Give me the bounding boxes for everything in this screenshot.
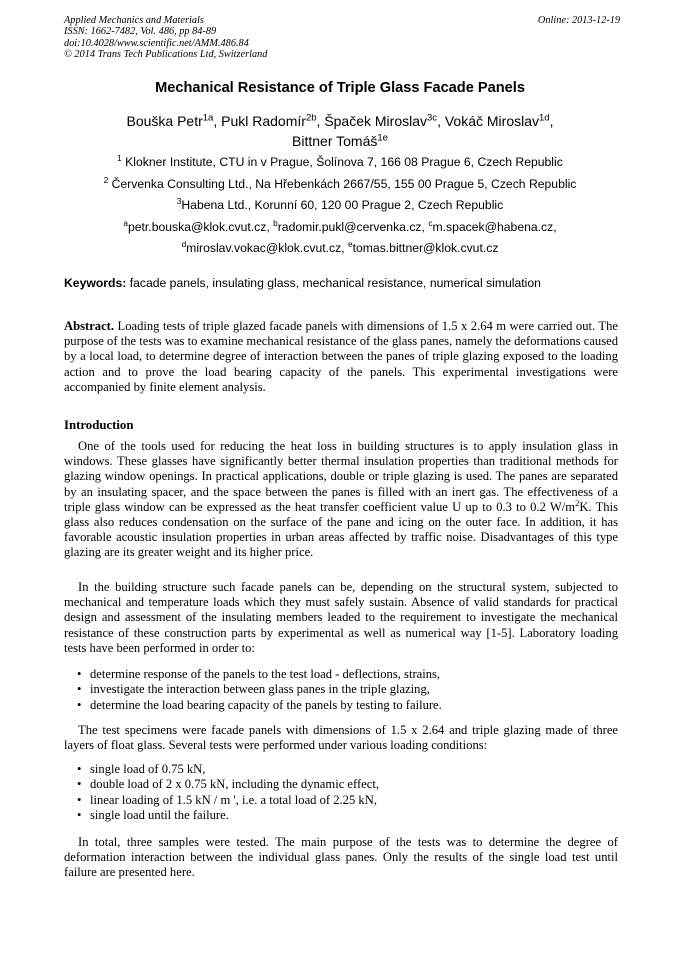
abstract — [64, 319, 618, 395]
list-item: • investigate the interaction between glass panes in the triple glazing, — [64, 682, 618, 697]
paper-title: Mechanical Resistance of Triple Glass Facade Panels — [155, 80, 525, 96]
author: Pukl Radomír$^{2b}$ — [221, 112, 317, 129]
author: Špaček Miroslav$^{3c}$ — [324, 112, 438, 129]
journal-issn: ISSN: 1662-7482, Vol. 486, pp 84-89 — [64, 26, 217, 38]
abstract-text: Loading tests of triple glazed facade panels with dimensions of 1.5 x 2.64 m were carried out. The purpose of the tests was to examine mechanical resistance of the glass panes, namely the deformations caused by a local load, to determine degree of interaction between the panes of triple glazing exposed to the loading action and to prove the load bearing capacity of the panels. This experimental investigations were accompanied by finite element analysis. — [64, 319, 618, 394]
list-item: • linear loading of 1.5 kN / m ', i.e. a total load of 2.25 kN, — [64, 793, 618, 808]
paragraph: The test specimens were facade panels with dimensions of 1.5 x 2.64 and triple glazing made of three layers of float glass. Several tests were performed under various loading conditions: — [64, 723, 618, 753]
online-date: Online: 2013-12-19 — [537, 15, 620, 26]
objectives-list — [64, 667, 618, 713]
keywords-text: facade panels, insulating glass, mechanical resistance, numerical simulation — [129, 276, 541, 290]
affiliation: $^2$ Červenka Consulting Ltd., Na Hřebenkách 2667/55, 155 00 Prague 5, Czech Republic — [103, 174, 577, 191]
paragraph: In total, three samples were tested. The main purpose of the tests was to determine the degree of deformation interaction between the individual glass panes. Only the results of the single load test until failure are presented here. — [64, 835, 618, 880]
keywords-label: Keywords: — [64, 276, 127, 290]
email-line: $^a$petr.bouska@klok.cvut.cz, $^b$radomir.pukl@cervenka.cz, $^c$m.spacek@habena.cz, — [123, 217, 557, 234]
journal-doi: doi:10.4028/www.scientific.net/AMM.486.84 — [64, 37, 249, 49]
paragraph: One of the tools used for reducing the heat loss in building structures is to apply insulation glass in windows. These glasses have significantly better thermal insulation properties than traditional methods for glazing window openings. In practical applications, double or triple glazing is used. The panes are separated by an insulating spacer, and the space between the panes is filled with an inert gas. The effectiveness of a triple glass window can be expressed as the heat transfer coefficient value U up to 0.3 to 0.2 $W/m^2K$. This glass also reduces condensation on the surface of the pane and icing on the outer face. In addition, it has favorable acoustic insulation properties in urban areas affected by traffic noise. Disadvantages of this type glazing are its greater weight and its higher price. — [64, 439, 618, 560]
abstract-label: Abstract. — [64, 319, 115, 333]
author-email: $^b$radomir.pukl@cervenka.cz — [273, 217, 422, 234]
section-heading: Introduction — [64, 418, 134, 432]
affiliation: $^1$ Klokner Institute, CTU in v Prague, Šolínova 7, 166 08 Prague 6, Czech Republic — [117, 152, 563, 169]
author: Vokáč Miroslav$^{1d}$ — [444, 112, 550, 129]
list-item: • double load of 2 x 0.75 kN, including the dynamic effect, — [64, 777, 618, 792]
author-email: $^d$miroslav.vokac@klok.cvut.cz — [181, 238, 342, 255]
author-email: $^c$m.spacek@habena.cz — [428, 217, 554, 234]
list-item: • single load of 0.75 kN, — [64, 762, 618, 777]
list-item: • determine response of the panels to the test load - deflections, strains, — [64, 667, 618, 682]
author: Bouška Petr$^{1a}$ — [126, 112, 214, 129]
author-email: $^a$petr.bouska@klok.cvut.cz — [123, 217, 267, 234]
author-list: Bouška Petr$^{1a}$, Pukl Radomír$^{2b}$, Špaček Miroslav$^{3c}$, Vokáč Miroslav$^{1d}$, Bittner Tomáš$^{1e}$ — [126, 112, 554, 149]
list-item: • single load until the failure. — [64, 808, 618, 823]
email-line: $^d$miroslav.vokac@klok.cvut.cz, $^e$tomas.bittner@klok.cvut.cz — [181, 238, 499, 255]
author: Bittner Tomáš$^{1e}$ — [292, 132, 388, 149]
journal-copyright: © 2014 Trans Tech Publications Ltd, Switzerland — [64, 49, 268, 61]
list-item: • determine the load bearing capacity of the panels by testing to failure. — [64, 698, 618, 713]
affiliation: $^3$Habena Ltd., Korunní 60, 120 00 Prague 2, Czech Republic — [176, 195, 504, 212]
author-email: $^e$tomas.bittner@klok.cvut.cz — [348, 238, 499, 255]
journal-name: Applied Mechanics and Materials — [64, 15, 204, 26]
keywords — [64, 276, 620, 290]
journal-header — [64, 15, 620, 61]
loading-conditions-list — [64, 762, 618, 824]
paragraph: In the building structure such facade panels can be, depending on the structural system, subjected to mechanical and temperature loads which they must safely sustain. Absence of valid standards for practical design and assessment of the insulating members leaded to the requirement to investigate the mechanical resistance of these construction parts by experimental as well as numerical way [1-5]. Laboratory loading tests have been performed in order to: — [64, 580, 618, 655]
